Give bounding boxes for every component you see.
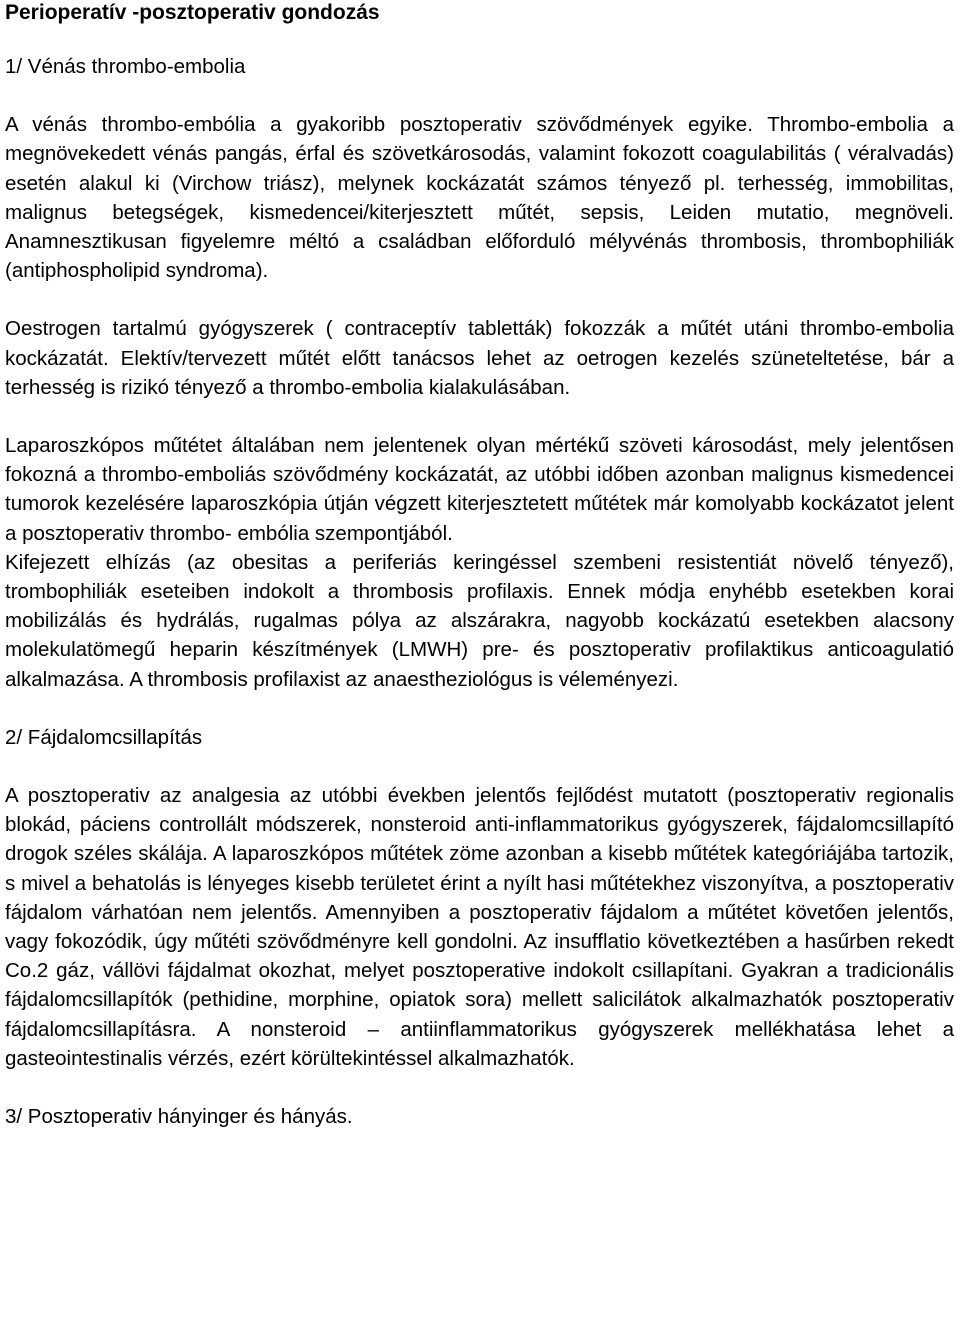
document-title: Perioperatív -posztoperativ gondozás bbox=[5, 1, 380, 24]
paragraph-prophylaxis: Kifejezett elhízás (az obesitas a periferiás keringéssel szembeni resistentiát növelő tényező), trombophiliák eseteiben indokolt a thrombosis profilaxis. Ennek módja enyhébb esetekben korai mobilizálás és hydrálás, rugalmas pólya az alszárakra, nagyobb kockázatú esetekben alacsony molekulatömegű heparin készítmények (LMWH) pre- és posztoperativ profilaktikus anticoagulatió alkalmazása. A thrombosis profilaxist az anaestheziológus is véleményezi. bbox=[5, 550, 954, 691]
spacer bbox=[5, 81, 954, 110]
paragraph-laparoscopy: Laparoszkópos műtétet általában nem jelentenek olyan mértékű szöveti károsodást, mely jelentősen fokozná a thrombo-emboliás szövődmény kockázatát, az utóbbi időben azonban malignus kismedencei tumorok kezelésére laparoszkópia útján végzett kiterjesztetett műtétek már komolyabb kockázatot jelent a posztoperativ thrombo- embólia szempontjából. bbox=[5, 434, 954, 545]
section-heading-pain-relief: 2/ Fájdalomcsillapítás bbox=[5, 725, 203, 749]
section-heading-nausea-vomiting: 3/ Posztoperativ hányinger és hányás. bbox=[5, 1105, 353, 1129]
spacer bbox=[5, 694, 954, 723]
spacer bbox=[5, 26, 954, 52]
section-heading-venous-thromboembolism: 1/ Vénás thrombo-embolia bbox=[5, 55, 246, 78]
spacer bbox=[5, 402, 954, 431]
spacer bbox=[5, 752, 954, 781]
paragraph-analgesia: A posztoperativ az analgesia az utóbbi években jelentős fejlődést mutatott (posztoperativ regionalis blokád, páciens controllált módszerek, nonsteroid anti-inflammatorikus gyógyszerek, fájdalomcsillapító drogok széles skálája. A laparoszkópos műtétek zöme azonban a kisebb műtétek kategóriájába tartozik, s mivel a behatolás is lényeges kisebb területet érint a nyílt hasi műtétekhez viszonyítva, a posztoperativ fájdalom várhatóan nem jelentős. Amennyiben a posztoperativ fájdalom a műtétet követően jelentős, vagy fokozódik, úgy műtéti szövődményre kell gondolni. Az insufflatio következtében a hasűrben rekedt Co.2 gáz, vállövi fájdalmat okozhat, melyet posztoperative indokolt csillapítani. Gyakran a tradicionális fájdalomcsillapítók (pethidine, morphine, opiatok sora) mellett salicilátok alkalmazhatók posztoperativ fájdalomcsillapításra. A nonsteroid – antiinflammatorikus gyógyszerek mellékhatása lehet a gasteointestinalis vérzés, ezért körültekintéssel alkalmazhatók. bbox=[5, 784, 954, 1070]
paragraph-oestrogen: Oestrogen tartalmú gyógyszerek ( contraceptív tabletták) fokozzák a műtét utáni thrombo-embolia kockázatát. Elektív/tervezett műtét előtt tanácsos lehet az oetrogen kezelés szüneteltetése, bár a terhesség is rizikó tényező a thrombo-embolia kialakulásában. bbox=[5, 317, 954, 399]
spacer bbox=[5, 1073, 954, 1102]
spacer bbox=[5, 285, 954, 314]
paragraph-thromboembolism-risk: A vénás thrombo-embólia a gyakoribb posztoperativ szövődmények egyike. Thrombo-embolia a megnövekedett vénás pangás, érfal és szövetkárosodás, valamint fokozott coagulabilitás ( véralvadás) esetén alakul ki (Virchow triász), melynek kockázatát számos tényező pl. terhesség, immobilitas, malignus betegségek, kismedencei/kiterjesztett műtét, sepsis, Leiden mutatio, megnöveli. Anamnesztikusan figyelemre méltó a családban előforduló mélyvénás thrombosis, thrombophiliák (antiphospholipid syndroma). bbox=[5, 113, 954, 283]
